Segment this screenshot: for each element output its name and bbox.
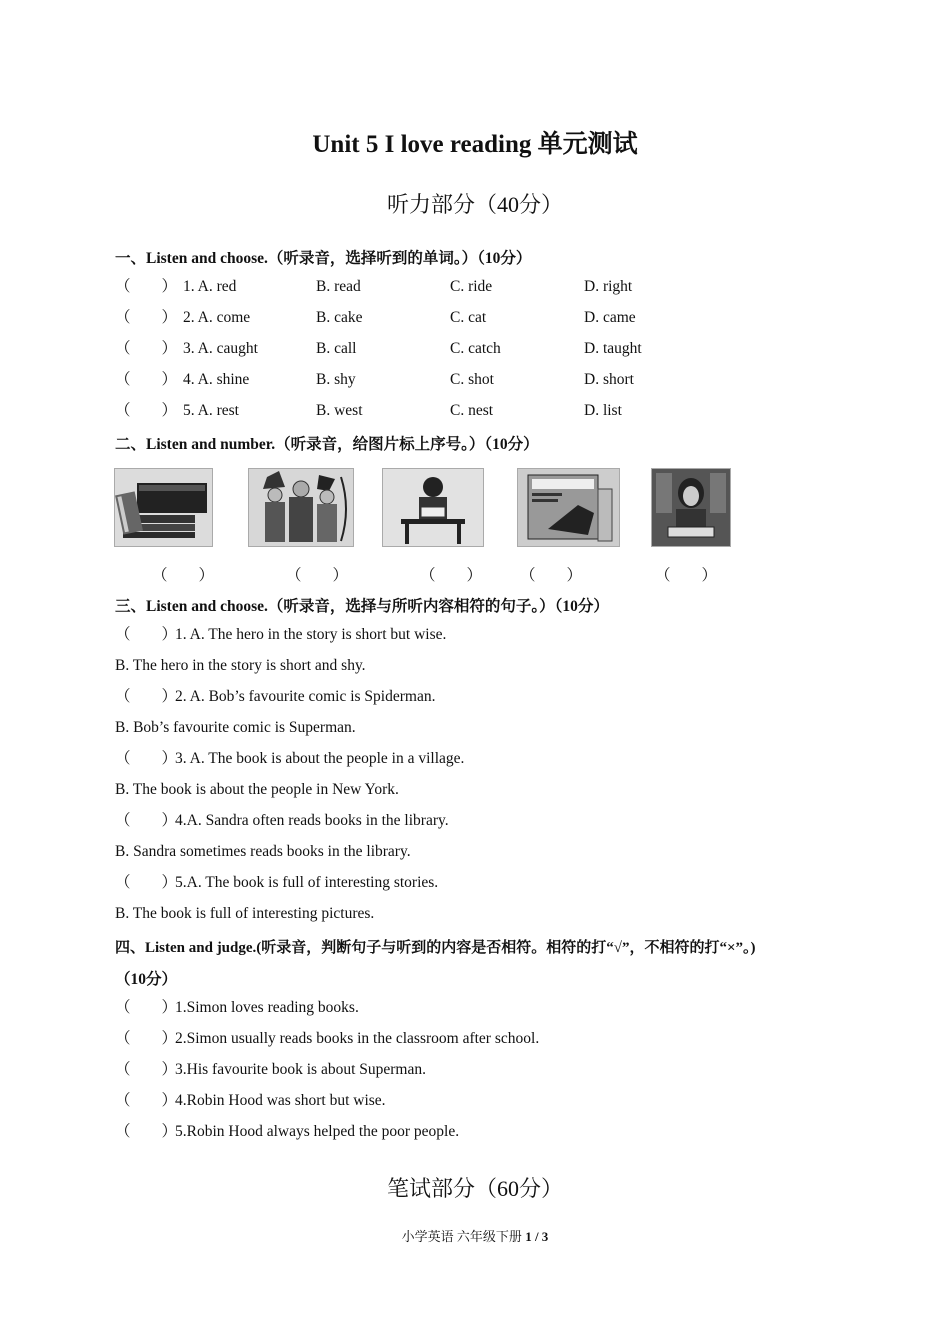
part1-heading: 一、Listen and choose.（听录音，选择听到的单词。）（10分） bbox=[115, 250, 532, 267]
page-footer bbox=[0, 1226, 950, 1245]
part2-heading: 二、Listen and number.（听录音，给图片标上序号。）（10分） bbox=[115, 436, 539, 453]
page-number: 1 / 3 bbox=[525, 1229, 549, 1244]
option-c: C. catch bbox=[450, 340, 501, 357]
answer-blank[interactable]: （ ） bbox=[115, 750, 178, 767]
part3-item-2-a bbox=[115, 686, 435, 708]
part1-row-1 bbox=[115, 276, 815, 298]
answer-blank[interactable]: （ ） bbox=[115, 1030, 178, 1047]
picture-4-answer-blank[interactable]: （ ） bbox=[520, 567, 583, 584]
part4-item-2 bbox=[115, 1028, 539, 1050]
option-a: 5. A. rest bbox=[183, 402, 239, 419]
part3-heading: 三、Listen and choose.（听录音，选择与所听内容相符的句子。）（10分） bbox=[115, 598, 609, 615]
answer-blank[interactable]: （ ） bbox=[115, 999, 178, 1016]
listening-section-title: 听力部分（40分） bbox=[386, 192, 563, 217]
statement: 3.His favourite book is about Superman. bbox=[175, 1061, 426, 1078]
part1-row-2 bbox=[115, 307, 815, 329]
three-characters-picture bbox=[248, 468, 354, 547]
option-d: D. short bbox=[584, 371, 634, 388]
option-c: C. cat bbox=[450, 309, 487, 326]
part1-row-3 bbox=[115, 338, 815, 360]
part3-item-3-a bbox=[115, 748, 464, 770]
answer-blank[interactable]: （ ） bbox=[115, 626, 178, 643]
page-title: Unit 5 I love reading 单元测试 bbox=[312, 131, 638, 158]
part4-item-1 bbox=[115, 997, 359, 1019]
option-c: C. nest bbox=[450, 402, 494, 419]
sentence-a: 5.A. The book is full of interesting stories. bbox=[175, 874, 439, 891]
picture-5-answer-blank[interactable]: （ ） bbox=[655, 567, 718, 584]
part4-item-3 bbox=[115, 1059, 426, 1081]
part4-heading-score: （10分） bbox=[115, 971, 178, 988]
answer-blank[interactable]: （ ） bbox=[115, 371, 178, 388]
answer-blank[interactable]: （ ） bbox=[115, 1061, 178, 1078]
option-d: D. taught bbox=[584, 340, 642, 357]
option-d: D. list bbox=[584, 402, 622, 419]
part3-item-4-b: B. Sandra sometimes reads books in the library. bbox=[115, 843, 411, 860]
statement: 4.Robin Hood was short but wise. bbox=[175, 1092, 386, 1109]
part3-item-3-b: B. The book is about the people in New York. bbox=[115, 781, 399, 798]
part3-item-4-a bbox=[115, 810, 449, 832]
boy-reading-at-desk-picture bbox=[382, 468, 484, 547]
answer-blank[interactable]: （ ） bbox=[115, 874, 178, 891]
answer-blank[interactable]: （ ） bbox=[115, 688, 178, 705]
part4-heading: 四、Listen and judge.(听录音，判断句子与听到的内容是否相符。相符的打“√”，不相符的打“×”。) bbox=[115, 940, 756, 956]
part3-item-5-a bbox=[115, 872, 438, 894]
answer-blank[interactable]: （ ） bbox=[115, 812, 178, 829]
sentence-a: 2. A. Bob’s favourite comic is Spiderman. bbox=[175, 688, 436, 705]
magazine-poster-picture bbox=[517, 468, 620, 547]
part3-item-1-a bbox=[115, 624, 446, 646]
statement: 5.Robin Hood always helped the poor people. bbox=[175, 1123, 460, 1140]
picture-1-answer-blank[interactable]: （ ） bbox=[152, 567, 215, 584]
option-c: C. shot bbox=[450, 371, 494, 388]
part3-item-2-b: B. Bob’s favourite comic is Superman. bbox=[115, 719, 356, 736]
girl-with-book-picture bbox=[651, 468, 731, 547]
option-d: D. came bbox=[584, 309, 636, 326]
footer-text: 小学英语 六年级下册 bbox=[401, 1229, 526, 1244]
writing-section-title: 笔试部分（60分） bbox=[386, 1176, 563, 1201]
sentence-a: 3. A. The book is about the people in a village. bbox=[175, 750, 465, 767]
answer-blank[interactable]: （ ） bbox=[115, 309, 178, 326]
part4-item-5 bbox=[115, 1121, 459, 1143]
picture-2-answer-blank[interactable]: （ ） bbox=[286, 567, 349, 584]
answer-blank[interactable]: （ ） bbox=[115, 1123, 178, 1140]
option-a: 1. A. red bbox=[183, 278, 237, 295]
part1-row-5 bbox=[115, 400, 815, 422]
option-d: D. right bbox=[584, 278, 633, 295]
part1-row-4 bbox=[115, 369, 815, 391]
books-stack-picture bbox=[114, 468, 213, 547]
statement: 1.Simon loves reading books. bbox=[175, 999, 359, 1016]
option-c: C. ride bbox=[450, 278, 493, 295]
statement: 2.Simon usually reads books in the classroom after school. bbox=[175, 1030, 540, 1047]
part3-item-5-b: B. The book is full of interesting pictures. bbox=[115, 905, 375, 922]
part3-item-1-b: B. The hero in the story is short and shy. bbox=[115, 657, 366, 674]
option-a: 3. A. caught bbox=[183, 340, 258, 357]
answer-blank[interactable]: （ ） bbox=[115, 340, 178, 357]
picture-3-answer-blank[interactable]: （ ） bbox=[420, 567, 483, 584]
option-b: B. west bbox=[316, 402, 363, 419]
option-b: B. cake bbox=[316, 309, 363, 326]
sentence-a: 4.A. Sandra often reads books in the library. bbox=[175, 812, 449, 829]
answer-blank[interactable]: （ ） bbox=[115, 402, 178, 419]
option-b: B. shy bbox=[316, 371, 356, 388]
sentence-a: 1. A. The hero in the story is short but wise. bbox=[175, 626, 447, 643]
answer-blank[interactable]: （ ） bbox=[115, 278, 178, 295]
answer-blank[interactable]: （ ） bbox=[115, 1092, 178, 1109]
option-b: B. read bbox=[316, 278, 361, 295]
option-a: 4. A. shine bbox=[183, 371, 250, 388]
part4-item-4 bbox=[115, 1090, 386, 1112]
option-a: 2. A. come bbox=[183, 309, 251, 326]
option-b: B. call bbox=[316, 340, 357, 357]
